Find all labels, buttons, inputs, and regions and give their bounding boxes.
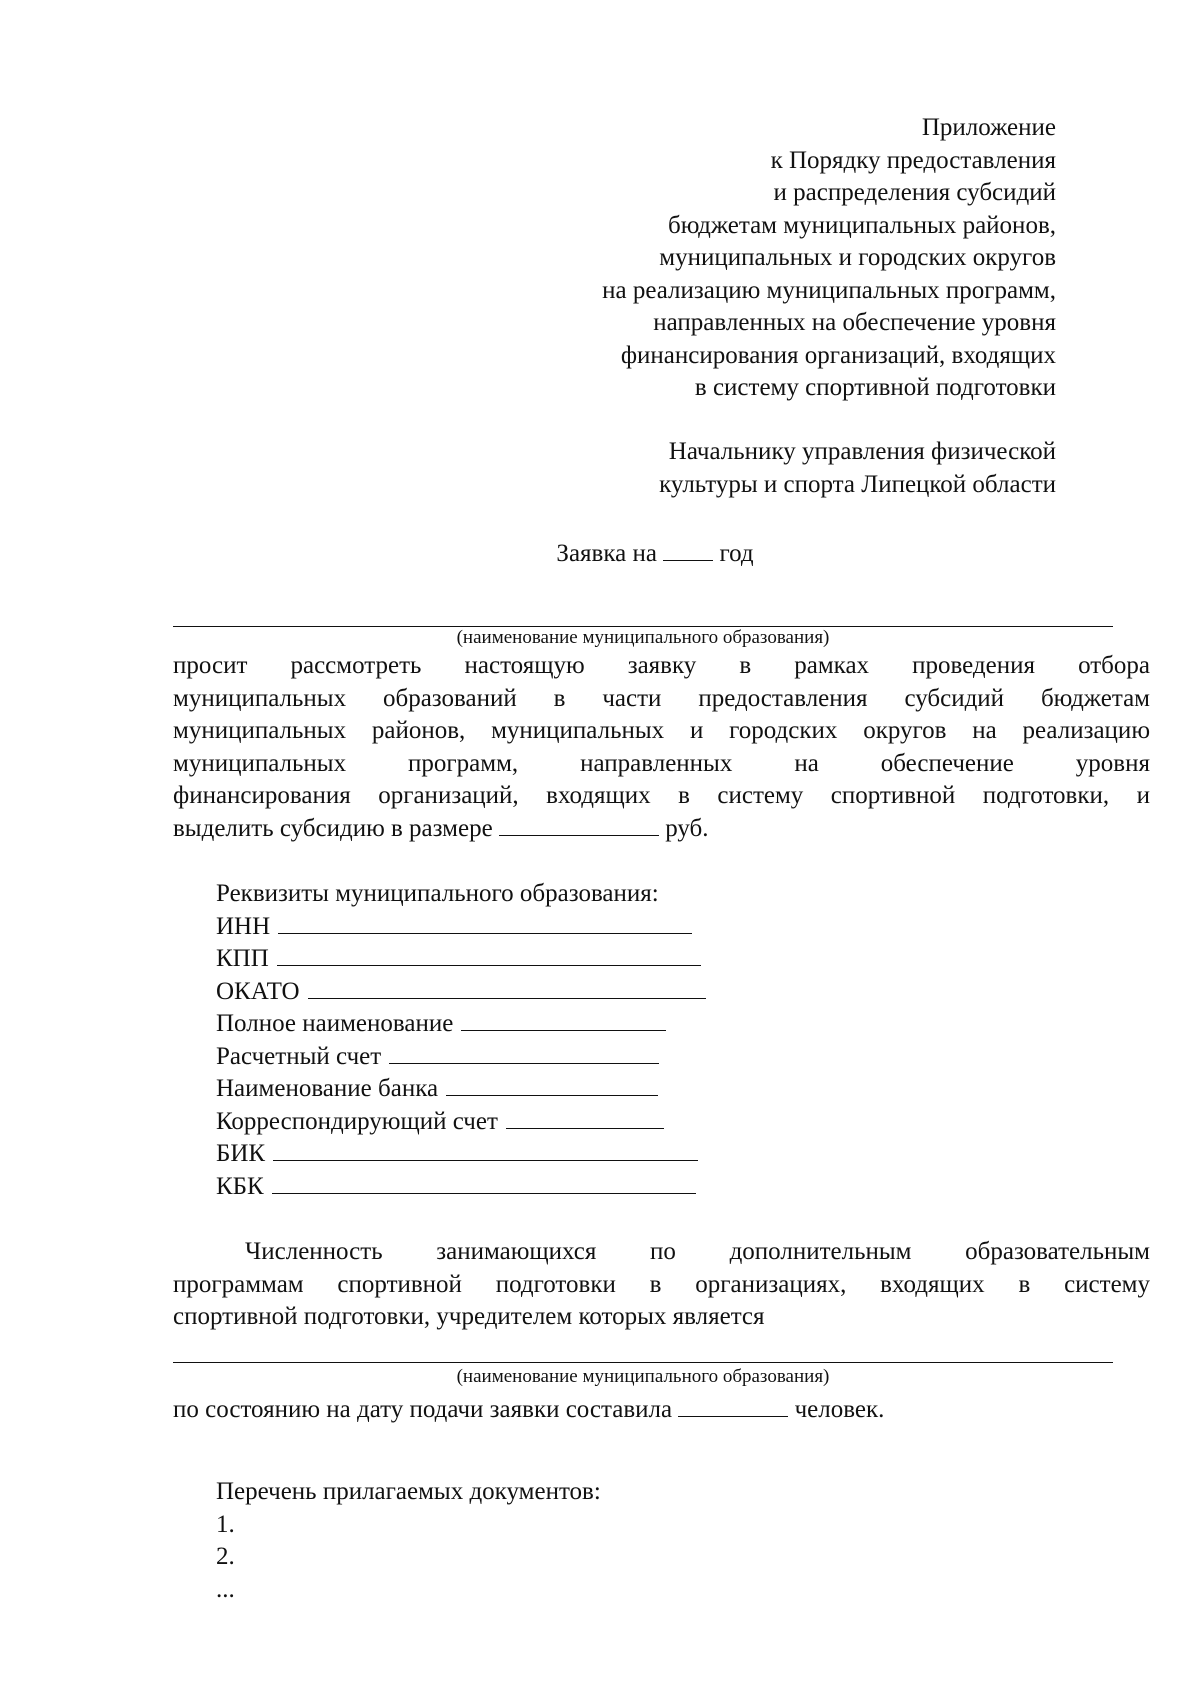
paragraph-line: программам спортивной подготовки в организациях, входящих в систему [173,1270,1150,1298]
appendix-header-line: на реализацию муниципальных программ, [602,276,1056,304]
list-item: 2. [216,1543,235,1570]
correspondent-account-field[interactable] [506,1106,664,1129]
headcount-result [173,1394,1150,1427]
currency-label: руб. [658,814,709,842]
paragraph-line [173,813,1150,846]
headcount-paragraph [173,1236,1150,1334]
requisite-label: ОКАТО [216,977,300,1005]
addressee-block [659,436,1056,501]
paragraph-line: муниципальных образований в части предоставления субсидий бюджетам [173,684,1150,712]
requisite-label: Наименование банка [216,1075,439,1102]
requisite-label: ИНН [216,912,271,940]
requisite-row-okato [216,976,706,1009]
founder-municipality-caption: (наименование муниципального образования) [456,1366,830,1387]
full-name-field[interactable] [461,1008,666,1031]
requisite-row-account [216,1041,706,1074]
headcount-unit-label: человек. [788,1396,885,1423]
requisite-label: Расчетный счет [216,1042,382,1070]
requisites-heading: Реквизиты муниципального образования: [216,880,659,907]
requisite-label: Корреспондирующий счет [216,1107,498,1135]
appendix-header-line: направленных на обеспечение уровня [653,309,1056,336]
founder-municipality-field[interactable] [173,1362,1113,1363]
requisite-label: КБК [216,1172,264,1200]
paragraph-line: муниципальных районов, муниципальных и городских округов на реализацию [173,717,1150,744]
appendix-header-line: муниципальных и городских округов [659,244,1056,271]
requisite-row-full-name [216,1008,706,1041]
paragraph-line: финансирования организаций, входящих в систему спортивной подготовки, и [173,782,1150,809]
request-paragraph [173,650,1150,845]
addressee-line: Начальнику управления физической [668,438,1056,465]
subsidy-amount-label: выделить субсидию в размере [173,814,499,842]
paragraph-line: просит рассмотреть настоящую заявку в рамках проведения отбора [173,652,1150,679]
paragraph-line: муниципальных программ, направленных на обеспечение уровня [173,749,1150,777]
bik-field[interactable] [273,1138,698,1161]
document-title [0,538,1200,570]
inn-field[interactable] [278,911,692,934]
appendix-header [602,112,1056,405]
attached-documents-heading: Перечень прилагаемых документов: [216,1478,601,1505]
okato-field[interactable] [308,976,706,999]
appendix-header-line: в систему спортивной подготовки [694,374,1056,401]
requisite-row-bank-name [216,1073,706,1106]
requisite-label: Полное наименование [216,1010,454,1037]
requisite-label: КПП [216,945,269,972]
requisite-label: БИК [216,1140,266,1167]
headcount-result-label: по состоянию на дату подачи заявки составила [173,1396,679,1423]
requisite-row-corr-account [216,1106,706,1139]
requisites-block [216,878,706,1203]
title-suffix: год [713,540,754,567]
addressee-line: культуры и спорта Липецкой области [659,470,1056,498]
settlement-account-field[interactable] [389,1041,659,1064]
requisite-row-kpp [216,943,706,976]
list-item: 1. [216,1510,235,1538]
paragraph-line [173,1394,1150,1427]
list-item: ... [216,1575,235,1603]
appendix-header-line: к Порядку предоставления [770,146,1056,174]
appendix-header-line: бюджетам муниципальных районов, [667,211,1056,239]
headcount-field[interactable] [678,1394,788,1417]
paragraph-line: спортивной подготовки, учредителем которых является [173,1303,765,1330]
requisite-row-bik [216,1138,706,1171]
appendix-header-line: финансирования организаций, входящих [620,341,1056,369]
requisite-row-inn [216,911,706,944]
attached-documents-list [216,1476,601,1606]
year-blank-field[interactable] [663,538,713,561]
kbk-field[interactable] [272,1171,696,1194]
appendix-header-line: и распределения субсидий [773,179,1056,206]
kpp-field[interactable] [277,943,701,966]
paragraph-line: Численность занимающихся по дополнительным образовательным [245,1238,1150,1265]
subsidy-amount-field[interactable] [499,813,659,836]
requisite-row-kbk [216,1171,706,1204]
bank-name-field[interactable] [446,1073,658,1096]
appendix-header-line: Приложение [921,114,1056,141]
municipality-name-caption: (наименование муниципального образования) [456,627,830,648]
title-prefix: Заявка на [556,540,664,567]
